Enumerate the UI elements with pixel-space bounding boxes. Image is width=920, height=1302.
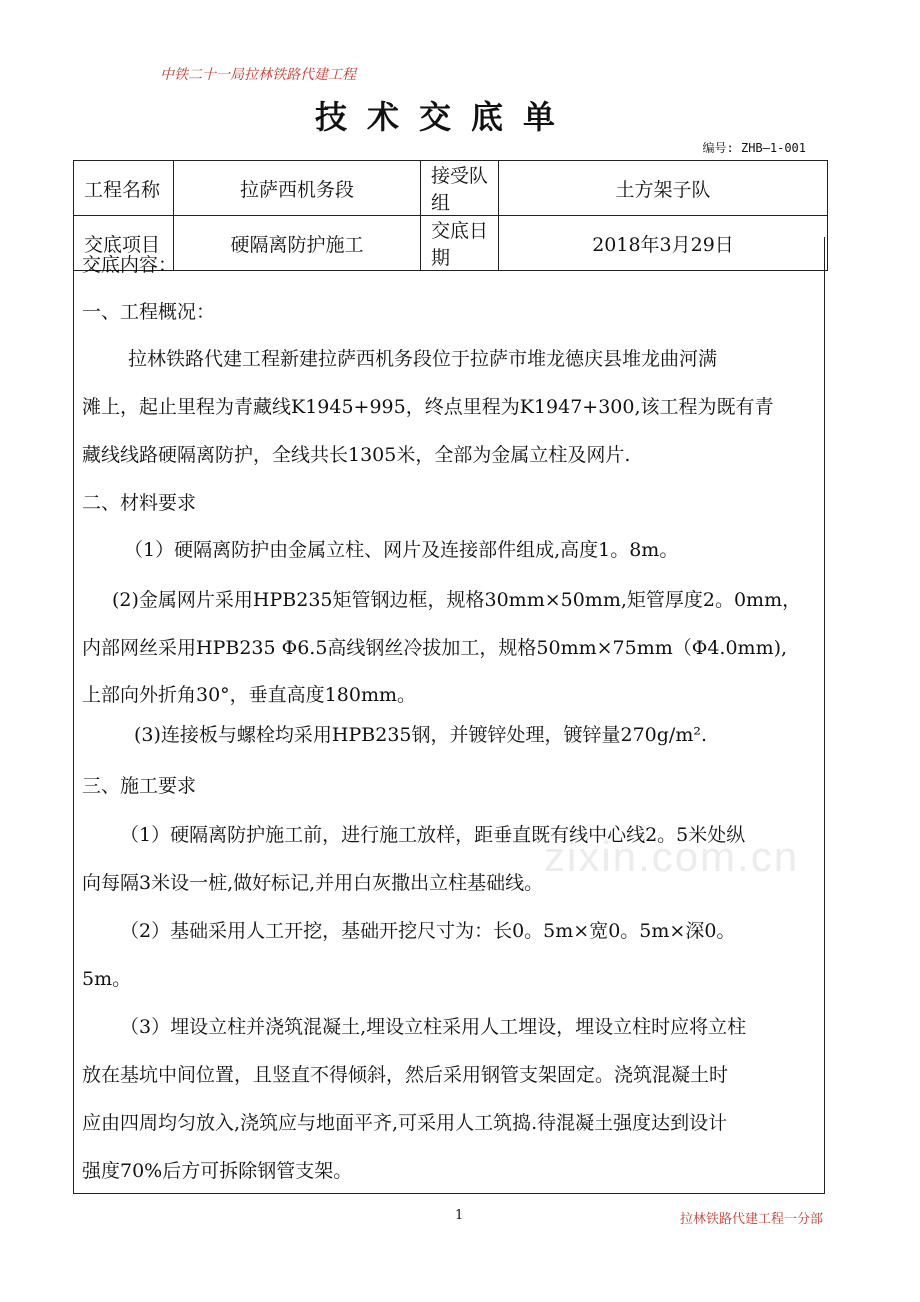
construction-line: 强度70%后方可拆除钢管支架。 — [82, 1160, 353, 1182]
materials-line: （1）硬隔离防护由金属立柱、网片及连接部件组成,高度1。8m。 — [124, 539, 679, 561]
item-value: 硬隔离防护施工 — [174, 216, 421, 271]
overview-line: 藏线线路硬隔离防护，全线共长1305米，全部为金属立柱及网片. — [82, 444, 631, 466]
page-title: 技术交底单 — [314, 98, 575, 136]
materials-line: 上部向外折角30°，垂直高度180mm。 — [82, 684, 416, 706]
construction-line: （3）埋设立柱并浇筑混凝土,埋设立柱采用人工埋设，埋设立柱时应将立柱 — [120, 1016, 747, 1038]
project-name-value: 拉萨西机务段 — [174, 161, 421, 216]
document-number: 编号: ZHB—1-001 — [702, 141, 806, 155]
overview-line: 滩上，起止里程为青藏线K1945+995，终点里程为K1947+300,该工程为既有青 — [82, 396, 774, 418]
watermark: zixin.com.cn — [544, 833, 800, 880]
info-row-project — [74, 161, 828, 216]
section-title-construction: 三、施工要求 — [82, 775, 197, 797]
date-value: 2018年3月29日 — [499, 216, 828, 271]
construction-line: （1）硬隔离防护施工前，进行施工放样，距垂直既有线中心线2。5米处纵 — [120, 824, 746, 846]
construction-line: （2）基础采用人工开挖，基础开挖尺寸为：长0。5m×宽0。5m×深0。 — [120, 920, 736, 942]
content-heading: 交底内容： — [82, 254, 178, 276]
team-label: 接受队组 — [421, 161, 499, 216]
header-note: 中铁二十一局拉林铁路代建工程 — [160, 67, 356, 83]
team-value: 土方架子队 — [499, 161, 828, 216]
section-title-materials: 二、材料要求 — [82, 492, 197, 514]
construction-line: 5m。 — [82, 968, 132, 990]
item-label: 交底项目 — [74, 216, 174, 271]
page-number: 1 — [455, 1208, 464, 1223]
materials-line: (3)连接板与螺栓均采用HPB235钢，并镀锌处理，镀锌量270g/m². — [134, 724, 707, 746]
project-name-label: 工程名称 — [74, 161, 174, 216]
date-label: 交底日期 — [421, 216, 499, 271]
footer-organization: 拉林铁路代建工程一分部 — [680, 1212, 824, 1227]
overview-line: 拉林铁路代建工程新建拉萨西机务段位于拉萨市堆龙德庆县堆龙曲河满 — [128, 348, 718, 370]
construction-line: 放在基坑中间位置，且竖直不得倾斜，然后采用钢管支架固定。浇筑混凝土时 — [82, 1064, 729, 1086]
content-box — [73, 237, 825, 1194]
section-title-overview: 一、工程概况： — [82, 301, 216, 323]
construction-line: 向每隔3米设一桩,做好标记,并用白灰撒出立柱基础线。 — [82, 872, 544, 894]
materials-line: 内部网丝采用HPB235 Φ6.5高线钢丝冷拔加工，规格50mm×75mm（Φ4.0mm), — [82, 637, 788, 659]
materials-line: (2)金属网片采用HPB235矩管钢边框，规格30mm×50mm,矩管厚度2。0mm， — [112, 589, 802, 611]
construction-line: 应由四周均匀放入,浇筑应与地面平齐,可采用人工筑捣.待混凝土强度达到设计 — [82, 1112, 728, 1134]
